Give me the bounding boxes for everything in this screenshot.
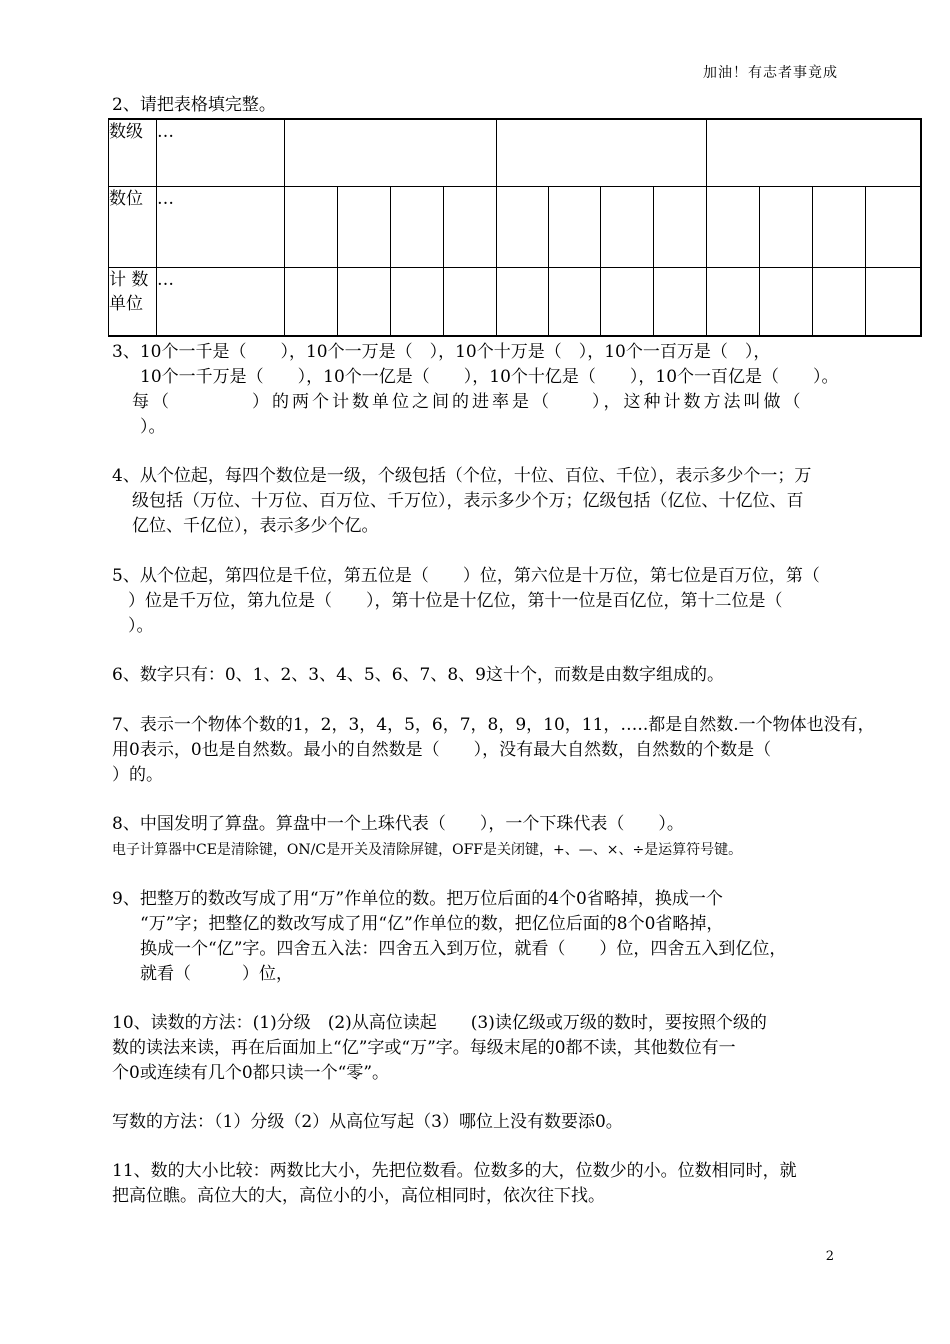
- q10-line1: 10、读数的方法：(1)分级 (2)从高位读起 (3)读亿级或万级的数时，要按照个级的: [112, 1013, 767, 1033]
- q8-line2: 电子计算器中CE是清除键，ON/C是开关及清除屏键，OFF是关闭键，+、—、×、÷是运算符号键。: [112, 842, 743, 858]
- q7-line1: 7、表示一个物体个数的1，2，3，4，5，6，7，8，9，10，11，…..都是自然数.一个物体也没有，: [112, 715, 875, 735]
- table-cell: [285, 186, 338, 267]
- q8-line1: 8、中国发明了算盘。算盘中一个上珠代表（ ），一个下珠代表（ ）。: [112, 814, 684, 834]
- table-cell: [549, 186, 601, 267]
- table-cell: …: [157, 267, 285, 336]
- q7-line3: ）的。: [112, 765, 163, 785]
- q4-line2: 级包括（万位、十万位、百万位、千万位），表示多少个万；亿级包括（亿位、十亿位、百: [132, 491, 804, 511]
- q9-line2: “万”字；把整亿的数改写成了用“亿”作单位的数，把亿位后面的8个0省略掉，: [140, 914, 724, 934]
- table-cell: [760, 267, 813, 336]
- q6-line1: 6、数字只有：0、1、2、3、4、5、6、7、8、9这十个，而数是由数字组成的。: [112, 665, 724, 685]
- q10-line2: 数的读法来读，再在后面加上“亿”字或“万”字。每级末尾的0都不读，其他数位有一: [112, 1038, 736, 1058]
- table-cell: [866, 267, 921, 336]
- table-cell: [866, 186, 921, 267]
- table-cell: [707, 119, 921, 186]
- row-header-unit-line2: 单位: [109, 293, 143, 314]
- table-cell: [285, 119, 497, 186]
- q3-line3: 每（ ）的两个计数单位之间的进率是（ ），这种计数方法叫做（: [132, 392, 804, 412]
- q5-line3: ）。: [128, 616, 154, 636]
- table-cell: [338, 186, 391, 267]
- table-cell: [654, 186, 707, 267]
- table-cell: [497, 267, 549, 336]
- table-cell: [707, 267, 760, 336]
- table-cell: [338, 267, 391, 336]
- table-cell: [391, 267, 444, 336]
- page-number: 2: [825, 1249, 834, 1264]
- table-cell: [813, 267, 866, 336]
- table-row-place: [109, 186, 921, 267]
- table-cell: [391, 186, 444, 267]
- q9-line4: 就看（ ）位，: [140, 964, 293, 984]
- table-cell: [444, 186, 497, 267]
- place-value-table: [108, 118, 922, 337]
- table-cell: [497, 119, 707, 186]
- q7-line2: 用0表示，0也是自然数。最小的自然数是（ ），没有最大自然数，自然数的个数是（: [112, 740, 772, 760]
- table-cell: …: [157, 119, 285, 186]
- table-cell: [444, 267, 497, 336]
- table-cell: [654, 267, 707, 336]
- row-header-place: 数位: [109, 186, 157, 267]
- q11-line1: 11、数的大小比较：两数比大小，先把位数看。位数多的大，位数少的小。位数相同时，就: [112, 1161, 797, 1181]
- table-row-unit: [109, 267, 921, 336]
- table-cell: [707, 186, 760, 267]
- row-header-unit: [109, 267, 157, 336]
- table-row-level: [109, 119, 921, 186]
- q2-title: 2、请把表格填完整。: [112, 95, 276, 115]
- q10-line3: 个0或连续有几个0都只读一个“零”。: [112, 1063, 390, 1083]
- table-cell: [497, 186, 549, 267]
- table-cell: [601, 186, 654, 267]
- q11-line2: 把高位瞧。高位大的大，高位小的小，高位相同时，依次往下找。: [112, 1186, 605, 1206]
- q9-line1: 9、把整万的数改写成了用“万”作单位的数。把万位后面的4个0省略掉，换成一个: [112, 889, 723, 909]
- row-header-unit-line1: 计 数: [109, 269, 149, 290]
- row-header-level: 数级: [109, 119, 157, 186]
- q5-line2: ）位是千万位，第九位是（ ），第十位是十亿位，第十一位是百亿位，第十二位是（: [128, 591, 783, 611]
- q4-line3: 亿位、千亿位），表示多少个亿。: [132, 516, 379, 536]
- q4-line1: 4、从个位起，每四个数位是一级，个级包括（个位，十位、百位、千位），表示多少个一；万: [112, 466, 812, 486]
- table-cell: [549, 267, 601, 336]
- table-cell: [813, 186, 866, 267]
- q3-line4: ）。: [140, 417, 166, 437]
- table-cell: [601, 267, 654, 336]
- table-cell: [285, 267, 338, 336]
- q3-line2: 10个一千万是（ ），10个一亿是（ ），10个十亿是（ ），10个一百亿是（ ）。: [140, 367, 839, 387]
- q9-line3: 换成一个“亿”字。四舍五入法：四舍五入到万位，就看（ ）位，四舍五入到亿位，: [140, 939, 787, 959]
- table-cell: …: [157, 186, 285, 267]
- header-motto: 加油！有志者事竟成: [703, 65, 838, 81]
- q3-line1: 3、10个一千是（ ），10个一万是（ ），10个十万是（ ），10个一百万是（ ），: [112, 342, 771, 362]
- write-method-line1: 写数的方法：（1）分级（2）从高位写起（3）哪位上没有数要添0。: [112, 1112, 623, 1132]
- q5-line1: 5、从个位起，第四位是千位，第五位是（ ）位，第六位是十万位，第七位是百万位，第（: [112, 566, 820, 586]
- table-cell: [760, 186, 813, 267]
